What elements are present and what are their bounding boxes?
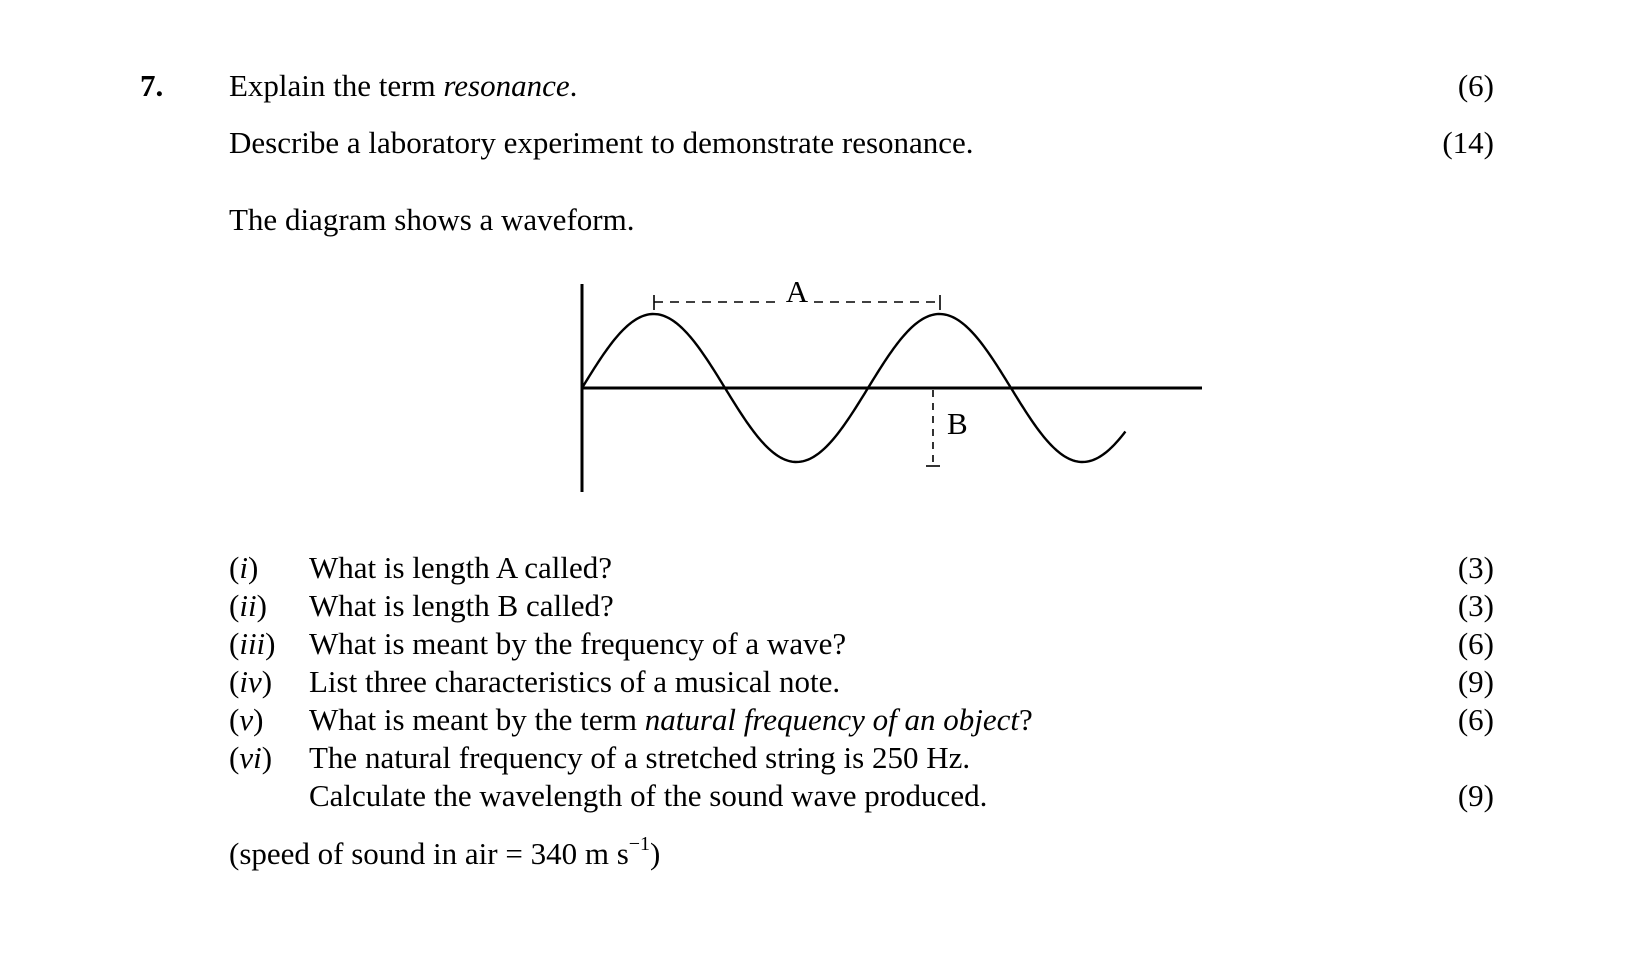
part-ii-text: What is length B called? [309,588,614,623]
unit-exponent: −1 [628,833,651,855]
part-iv-label: (iv) [229,664,273,699]
q2-marks: (14) [1442,125,1494,160]
q1-marks: (6) [1457,68,1494,103]
question-resonance-explain [229,68,577,104]
part-ii-marks: (3) [1457,588,1494,623]
part-vi-label: (vi) [229,740,273,775]
label-a: A [785,274,809,309]
part-v-label: (v) [229,702,264,737]
part-iii-text: What is meant by the frequency of a wave? [309,626,847,661]
part-i-marks: (3) [1457,550,1494,585]
q1-term: resonance [443,68,570,103]
natural-frequency-term: natural frequency of an object [644,702,1019,737]
part-v-marks: (6) [1457,702,1494,737]
part-iv-text: List three characteristics of a musical note. [309,664,841,699]
question-number: 7. [140,68,164,103]
speed-of-sound-note: (speed of sound in air = 340 m $s^{-1}$) [229,833,661,871]
part-ii-label: (ii) [229,588,267,623]
diagram-intro: The diagram shows a waveform. [229,202,635,237]
q1-punct: . [569,68,578,103]
waveform-diagram [560,270,1220,500]
part-iii-label: (iii) [229,626,276,661]
part-iii-marks: (6) [1457,626,1494,661]
q1-text: Explain the term [229,68,444,103]
part-vi-text-line1: The natural frequency of a stretched string is 250 Hz. [309,740,971,775]
part-i-label: (i) [229,550,259,585]
question-resonance-experiment: Describe a laboratory experiment to demonstrate resonance. [229,125,974,160]
part-i-text: What is length A called? [309,550,613,585]
part-iv-marks: (9) [1457,664,1494,699]
part-vi-text-line2: Calculate the wavelength of the sound wave produced. [309,778,988,813]
part-v-text: What is meant by the term natural frequency of an object? [309,702,1033,737]
label-b: B [947,406,968,441]
part-vi-marks: (9) [1457,778,1494,813]
